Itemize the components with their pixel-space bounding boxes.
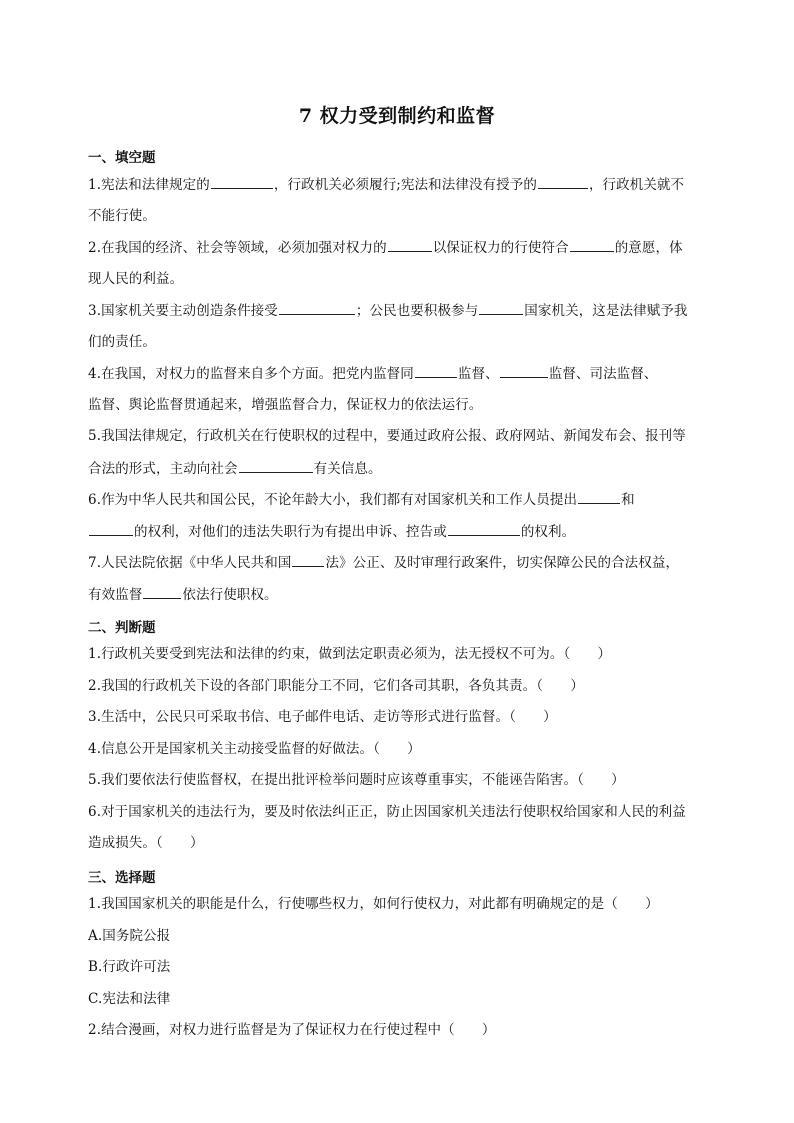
answer-blank <box>448 522 520 536</box>
text: 4.在我国，对权力的监督来自多个方面。把党内监督同 <box>88 366 414 382</box>
text: 以保证权力的行使符合 <box>432 240 569 256</box>
text: 2.在我国的经济、社会等领域，必须加强对权力的 <box>88 240 387 256</box>
answer-blank <box>211 175 273 189</box>
text: 监督、 <box>457 366 499 382</box>
choice-question: 2.结合漫画，对权力进行监督是为了保证权力在行使过程中（ ） <box>88 1022 496 1038</box>
answer-blank <box>500 364 548 378</box>
text: ，行政机关必须履行;宪法和法律没有授予的 <box>273 177 537 193</box>
text: 有效监督 <box>88 587 143 603</box>
answer-blank <box>143 585 181 599</box>
judge-item: 3.生活中，公民只可采取书信、电子邮件电话、走访等形式进行监督。（ ） <box>88 709 557 725</box>
answer-blank <box>415 364 457 378</box>
page-title: 7 权力受到制约和监督 <box>298 105 496 127</box>
answer-blank <box>570 238 614 252</box>
text: 的权利，对他们的违法失职行为有提出申诉、控告或 <box>134 524 447 540</box>
choice-option: A.国务院公报 <box>88 928 171 944</box>
text: 国家机关，这是法律赋予我 <box>524 303 688 319</box>
fill-q3-line2: 们的责任。 <box>88 334 156 350</box>
judge-item: 5.我们要依法行使监督权，在提出批评检举问题时应该尊重事实，不能诬告陷害。（ ） <box>88 772 625 788</box>
answer-blank <box>388 238 432 252</box>
answer-blank <box>538 175 588 189</box>
fill-q2-line2: 现人民的利益。 <box>88 271 184 287</box>
text: 的意愿，体 <box>614 240 683 256</box>
answer-blank <box>279 301 355 315</box>
text: 和 <box>621 492 635 508</box>
section-heading-choice: 三、选择题 <box>88 870 156 886</box>
text: 1.宪法和法律规定的 <box>88 177 210 193</box>
judge-item: 2.我国的行政机关下设的各部门职能分工不同，它们各司其职，各负其责。（ ） <box>88 678 584 694</box>
judge-item-continued: 造成损失。（ ） <box>88 835 204 851</box>
text: 监督、司法监督、 <box>548 366 658 382</box>
section-heading-fill: 一、填空题 <box>88 150 156 166</box>
fill-q6-line1 <box>88 490 708 509</box>
text: 3.国家机关要主动创造条件接受 <box>88 303 278 319</box>
text: 法》公正、及时审理行政案件，切实保障公民的合法权益， <box>325 555 680 571</box>
answer-blank <box>239 459 313 473</box>
text: 7.人民法院依据《中华人民共和国 <box>88 555 292 571</box>
fill-q1-line1 <box>88 175 708 194</box>
fill-q3-line1 <box>88 301 708 320</box>
choice-option: C.宪法和法律 <box>88 991 171 1007</box>
judge-item: 1.行政机关要受到宪法和法律的约束，做到法定职责必须为，法无授权不可为。（ ） <box>88 646 612 662</box>
fill-q7-line1 <box>88 553 708 572</box>
text: 合法的形式，主动向社会 <box>88 461 238 477</box>
fill-q4-line2: 监督、舆论监督贯通起来，增强监督合力，保证权力的依法运行。 <box>88 397 483 413</box>
fill-q6-line2 <box>88 522 708 541</box>
text: 6.作为中华人民共和国公民，不论年龄大小，我们都有对国家机关和工作人员提出 <box>88 492 578 508</box>
section-heading-judge: 二、判断题 <box>88 620 156 636</box>
choice-question: 1.我国国家机关的职能是什么，行使哪些权力，如何行使权力，对此都有明确规定的是（ ） <box>88 896 659 912</box>
judge-item: 6.对于国家机关的违法行为，要及时依法纠正正，防止因国家机关违法行使职权给国家和人民的利益 <box>88 804 686 820</box>
answer-blank <box>89 522 133 536</box>
text: 的权利。 <box>520 524 576 540</box>
judge-item: 4.信息公开是国家机关主动接受监督的好做法。（ ） <box>88 741 421 757</box>
fill-q5-line2 <box>88 459 708 478</box>
text: 有关信息。 <box>313 461 382 477</box>
choice-option: B.行政许可法 <box>88 959 171 975</box>
answer-blank <box>292 553 324 567</box>
text: ，行政机关就不 <box>588 177 685 193</box>
fill-q2-line1 <box>88 238 708 257</box>
fill-q7-line2 <box>88 585 708 604</box>
answer-blank <box>479 301 523 315</box>
fill-q1-line2: 不能行使。 <box>88 208 156 224</box>
text: ；公民也要积极参与 <box>355 303 479 319</box>
text: 依法行使职权。 <box>182 587 278 603</box>
fill-q4-line1 <box>88 364 708 383</box>
fill-q5-line1: 5.我国法律规定，行政机关在行使职权的过程中，要通过政府公报、政府网站、新闻发布会、报刊等 <box>88 428 686 444</box>
answer-blank <box>578 490 620 504</box>
